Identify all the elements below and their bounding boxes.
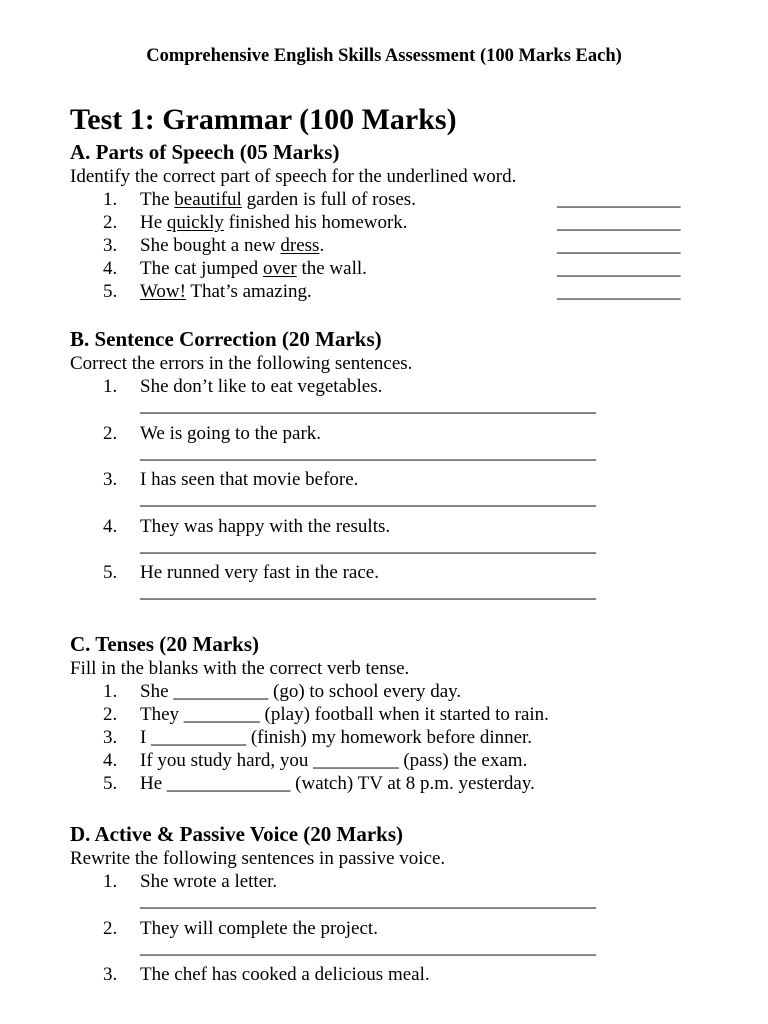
- question-item: [70, 280, 710, 303]
- question-item: [70, 375, 710, 422]
- question-number: 1.: [103, 871, 118, 892]
- answer-blank[interactable]: _____________: [557, 212, 681, 233]
- test-title: Test 1: Grammar (100 Marks): [70, 103, 457, 136]
- question-item: [70, 917, 710, 964]
- section-sentence-correction: [70, 327, 710, 608]
- answer-line[interactable]: ________________________________________________: [140, 936, 596, 958]
- question-number: 1.: [103, 376, 118, 397]
- question-number: 3.: [103, 469, 118, 490]
- answer-line[interactable]: ________________________________________________: [140, 395, 596, 416]
- question-text: [140, 280, 312, 303]
- section-instruction: Correct the errors in the following sentences.: [70, 353, 413, 374]
- answer-blank[interactable]: _____________: [557, 235, 681, 256]
- text-before: The: [140, 189, 175, 210]
- question-text: They was happy with the results.: [140, 515, 391, 537]
- answer-blank[interactable]: _____________: [557, 258, 681, 279]
- question-text: She wrote a letter.: [140, 871, 278, 892]
- section-active-passive-voice: [70, 822, 710, 986]
- question-item: [70, 703, 710, 726]
- section-title: B. Sentence Correction (20 Marks): [70, 327, 382, 351]
- answer-line[interactable]: ________________________________________________: [140, 890, 596, 911]
- question-item: [70, 772, 710, 795]
- section-title: C. Tenses (20 Marks): [70, 632, 260, 656]
- question-number: 3.: [103, 964, 118, 985]
- question-number: 5.: [103, 281, 118, 302]
- section-instruction: Identify the correct part of speech for the underlined word.: [70, 166, 517, 187]
- question-number: 5.: [103, 773, 118, 794]
- question-text: We is going to the park.: [140, 422, 322, 444]
- question-item: [70, 963, 710, 986]
- section-parts-of-speech: [70, 140, 710, 303]
- text-before: He: [140, 212, 167, 233]
- question-list: [70, 870, 710, 986]
- question-list: [70, 188, 710, 303]
- text-before: The cat jumped: [140, 258, 263, 279]
- answer-blank[interactable]: _____________: [557, 189, 681, 210]
- question-text: He _____________ (watch) TV at 8 p.m. yesterday.: [140, 773, 535, 794]
- question-number: 1.: [103, 189, 118, 210]
- question-item: [70, 749, 710, 772]
- question-number: 1.: [103, 681, 118, 702]
- section-instruction: Rewrite the following sentences in passive voice.: [70, 848, 446, 869]
- underlined-word: quickly: [166, 212, 224, 233]
- section-tenses: [70, 632, 710, 795]
- question-text: He runned very fast in the race.: [140, 562, 379, 583]
- text-after: finished his homework.: [223, 212, 408, 233]
- question-text: I has seen that movie before.: [140, 469, 359, 490]
- question-item: [70, 726, 710, 749]
- question-text: The chef has cooked a delicious meal.: [140, 964, 430, 985]
- question-number: 3.: [103, 727, 118, 748]
- question-item: [70, 234, 710, 257]
- answer-line[interactable]: ________________________________________________: [140, 441, 596, 463]
- question-text: They will complete the project.: [140, 917, 378, 939]
- section-instruction: Fill in the blanks with the correct verb tense.: [70, 658, 410, 679]
- question-list: [70, 680, 710, 795]
- question-text: [140, 211, 408, 234]
- question-item: [70, 257, 710, 280]
- question-item: [70, 211, 710, 234]
- text-after: That’s amazing.: [185, 281, 312, 302]
- question-text: I __________ (finish) my homework before dinner.: [140, 727, 533, 748]
- question-text: She don’t like to eat vegetables.: [140, 376, 383, 397]
- question-item: [70, 680, 710, 703]
- text-after: the wall.: [296, 258, 367, 279]
- question-item: [70, 870, 710, 917]
- answer-line[interactable]: ________________________________________________: [140, 581, 596, 602]
- question-number: 2.: [103, 212, 118, 233]
- section-title: D. Active & Passive Voice (20 Marks): [70, 822, 404, 846]
- question-text: They ________ (play) football when it started to rain.: [140, 704, 549, 725]
- question-number: 2.: [103, 917, 118, 939]
- question-number: 3.: [103, 235, 118, 256]
- question-item: [70, 468, 710, 515]
- section-title: A. Parts of Speech (05 Marks): [70, 140, 340, 164]
- question-item: [70, 515, 710, 562]
- question-item: [70, 561, 710, 608]
- question-number: 5.: [103, 562, 118, 583]
- underlined-word: over: [262, 258, 297, 279]
- question-text: She __________ (go) to school every day.: [140, 681, 462, 702]
- question-number: 4.: [103, 258, 118, 279]
- text-after: garden is full of roses.: [241, 189, 416, 210]
- document-header: Comprehensive English Skills Assessment (100 Marks Each): [146, 46, 622, 66]
- answer-line[interactable]: ________________________________________________: [140, 534, 596, 556]
- answer-blank[interactable]: _____________: [557, 281, 681, 302]
- answer-line[interactable]: ________________________________________________: [140, 488, 596, 509]
- question-list: [70, 375, 710, 608]
- question-text: If you study hard, you _________ (pass) the exam.: [140, 750, 528, 771]
- text-before: She bought a new: [140, 235, 281, 256]
- underlined-word: Wow!: [140, 281, 186, 302]
- underlined-word: beautiful: [174, 189, 242, 210]
- question-number: 4.: [103, 750, 118, 771]
- text-after: .: [319, 235, 325, 256]
- question-item: [70, 422, 710, 469]
- question-number: 2.: [103, 422, 118, 444]
- question-text: [140, 234, 324, 257]
- question-number: 4.: [103, 515, 118, 537]
- question-item: [70, 188, 710, 211]
- underlined-word: dress: [280, 235, 320, 256]
- question-text: [140, 257, 367, 280]
- question-number: 2.: [103, 704, 118, 725]
- question-text: [140, 188, 416, 211]
